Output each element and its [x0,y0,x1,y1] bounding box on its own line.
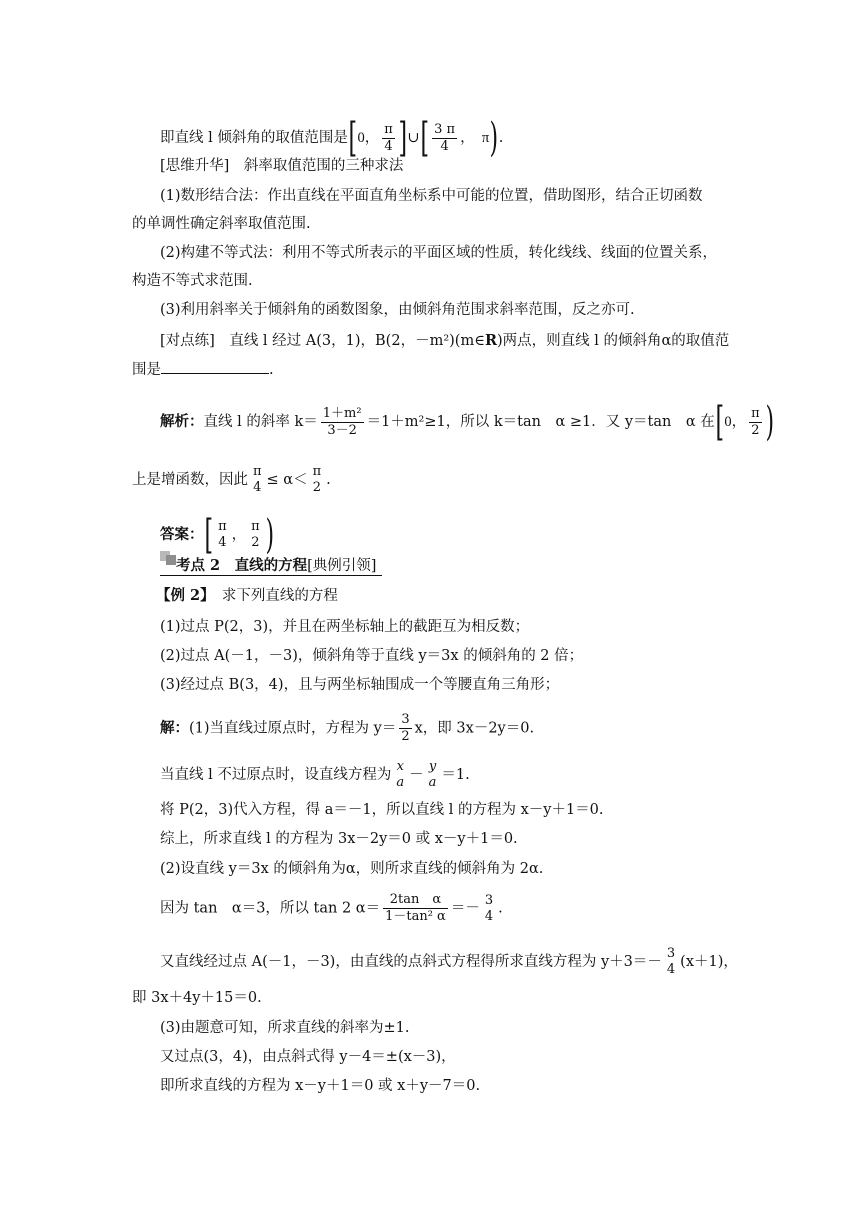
numerator: π [253,464,262,479]
fraction-x-over-a [394,759,406,791]
denominator: 1－tan² α [385,909,446,924]
fraction-3-over-4 [483,893,495,925]
fraction-y-over-a [427,759,439,791]
solution-text2: x，即 3x－2y＝0. [414,720,535,737]
denominator: a [428,775,437,790]
answer-label: 答案： [160,526,204,543]
numerator: π [251,519,260,534]
real-set-symbol: R [484,332,497,349]
fraction-pi-over-2 [749,406,762,439]
solution-line6 [160,892,760,925]
section-underline [160,575,382,576]
method2-line1: (2)构建不等式法：利用不等式所表示的平面区域的性质，转化线线、线面的位置关系， [160,245,718,261]
thinking-label: [思维升华] [160,158,230,174]
question-1: (1)过点 P(2，3)，并且在两坐标轴上的截距互为相反数； [160,619,530,635]
denominator: 4 [484,908,494,924]
solution-line11: 即所求直线的方程为 x－y＋1＝0 或 x＋y－7＝0. [160,1078,481,1094]
analysis-text1: 直线 l 的斜率 k＝ [203,414,318,430]
conclusion-text: 即直线 l 倾斜角的取值范围是 [160,130,348,146]
question-2: (2)过点 A(－1，－3)，倾斜角等于直线 y＝3x 的倾斜角的 2 倍； [160,648,584,664]
denominator: 4 [666,962,676,977]
denominator: 4 [384,138,393,154]
denominator: 2 [251,535,260,550]
answer-line [160,512,760,558]
left-bracket: [ [348,115,357,161]
analysis-line2 [132,464,732,496]
solution-line5: (2)设直线 y＝3x 的倾斜角为α，则所求直线的倾斜角为 2α. [160,861,544,877]
fraction-pi-over-2 [249,519,262,551]
solution-text4: ＝1. [441,767,470,783]
minus-sign: － [409,767,424,783]
thinking-text: 斜率取值范围的三种求法 [243,158,404,174]
numerator: π [384,121,393,137]
fraction-pi-over-4 [251,464,264,496]
solution-line9: (3)由题意可知，所求直线的斜率为±1. [160,1020,410,1036]
solution-text7: 又直线经过点 A(－1，－3)，由直线的点斜式方程得所求直线方程为 y＋3＝－ [160,954,662,970]
left-bracket: [ [204,512,213,558]
method1-line2: 的单调性确定斜率取值范围. [132,216,311,232]
solution-line1 [160,712,760,745]
practice-text1: 直线 l 经过 A(3，1)，B(2，－m²)(m∈ [229,333,485,349]
right-paren: ) [489,115,499,161]
section-tag: [典例引领] [307,558,377,574]
period: . [498,130,504,146]
interval-start: 0， [724,414,747,430]
solution-text6: ＝－ [450,900,480,917]
interval1-start: 0， [357,130,380,146]
left-bracket: [ [715,399,724,445]
denominator: 4 [218,535,227,550]
range-conclusion [160,115,760,161]
numerator: 3 [484,892,494,908]
example-label: 【例 2】 [156,587,208,604]
numerator: 3 π [434,121,456,137]
method1-line1: (1)数形结合法：作出直线在平面直角坐标系中可能的位置，借助图形，结合正切函数 [160,188,703,204]
left-bracket: [ [420,115,429,161]
question-3: (3)经过点 B(3，4)，且与两坐标轴围成一个等腰直角三角形； [160,677,560,693]
denominator: 4 [253,480,262,495]
solution-line10: 又过点(3，4)，由点斜式得 y－4＝±(x－3)， [160,1049,456,1065]
answer-blank [161,359,269,374]
interval2-end: ， π [460,130,490,146]
solution-line2 [160,759,760,791]
solution-line4: 综上，所求直线 l 的方程为 3x－2y＝0 或 x－y＋1＝0. [160,831,518,847]
practice-label: [对点练] [160,333,215,349]
analysis-text3: 上是增函数，因此 [132,472,248,488]
fraction-pi-over-4 [216,519,229,551]
thinking-upgrade [160,156,760,176]
example-heading [156,586,756,606]
numerator: x [396,759,404,774]
practice-text3: 围是 [132,362,161,378]
analysis-label: 解析： [160,413,204,430]
period: . [326,472,331,488]
numerator: π [218,519,227,534]
separator: ， [231,527,247,543]
right-paren: ) [765,399,774,445]
numerator: π [751,405,760,421]
analysis-text4: ≤ α＜ [266,472,308,488]
numerator: 3 [666,946,676,961]
numerator: 2tan α [383,892,448,909]
numerator: 1＋m² [322,405,362,421]
period: . [269,362,274,378]
fraction-pi-over-4 [382,122,395,155]
method3: (3)利用斜率关于倾斜角的函数图象，由倾斜角范围求斜率范围，反之亦可. [160,302,635,318]
practice-line1 [160,331,760,351]
analysis-text2: ＝1＋m²≥1，所以 k＝tan α ≥1．又 y＝tan α 在 [366,414,715,430]
example-text: 求下列直线的方程 [221,588,338,604]
fraction-pi-over-2 [311,464,324,496]
solution-text5: 因为 tan α＝3，所以 tan 2 α＝ [160,900,381,917]
denominator: 2 [312,480,322,495]
period: . [498,900,503,917]
solution-text1: (1)当直线过原点时，方程为 y＝ [189,720,397,737]
numerator: y [428,759,437,774]
denominator: 2 [401,729,410,744]
solution-text3: 当直线 l 不过原点时，设直线方程为 [160,767,392,783]
numerator: 3 [401,712,410,727]
fraction-3-over-2 [399,712,411,745]
denominator: a [396,775,405,790]
tan-double-angle-fraction [383,892,448,925]
analysis-line1 [160,399,774,445]
section-title: 考点 2 直线的方程 [176,557,308,574]
numerator: π [312,464,322,479]
solution-line7 [160,946,840,978]
solution-line3: 将 P(2，3)代入方程，得 a＝－1，所以直线 l 的方程为 x－y＋1＝0. [160,802,604,818]
slope-fraction [321,406,364,439]
union-symbol: ∪ [407,130,420,146]
solution-line8: 即 3x＋4y＋15＝0. [132,990,262,1006]
denominator: 2 [751,422,760,438]
solution-text8: (x＋1)， [680,954,738,970]
fraction-3-over-4 [665,946,677,978]
method2-line2: 构造不等式求范围. [132,273,253,289]
denominator: 3－2 [327,422,357,438]
right-bracket: ] [398,115,407,161]
practice-text2: )两点，则直线 l 的倾斜角α的取值范 [497,333,730,349]
practice-line2 [132,359,732,380]
right-paren: ) [265,512,274,558]
fraction-3pi-over-4 [432,122,457,155]
solution-label: 解： [160,719,189,737]
section-heading [176,556,376,576]
denominator: 4 [440,138,449,154]
